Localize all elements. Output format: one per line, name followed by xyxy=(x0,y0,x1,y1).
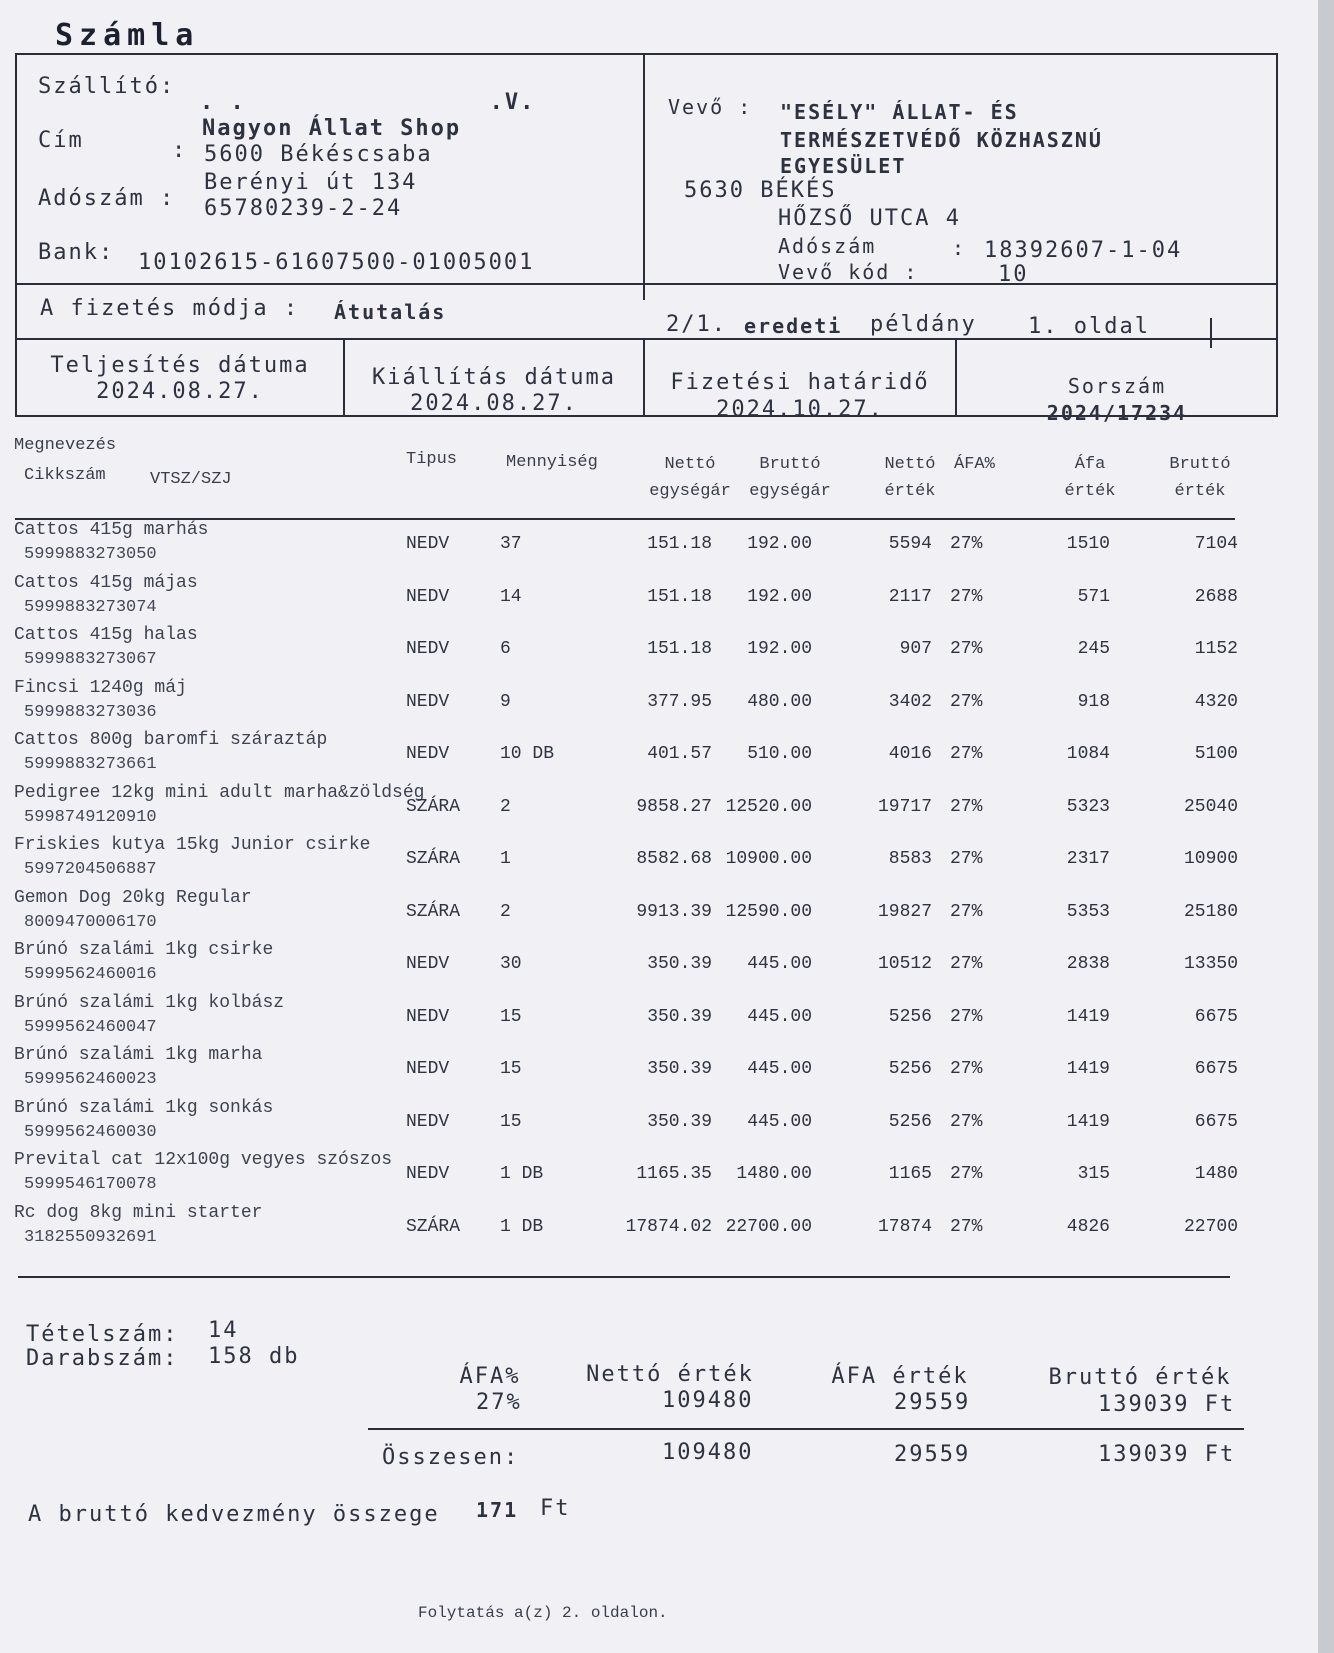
cell-code: 5999883273036 xyxy=(24,702,157,722)
cell-name: Rc dog 8kg mini starter xyxy=(14,1202,263,1223)
cell-name: Brúnó szalámi 1kg kolbász xyxy=(14,992,285,1013)
cell-gross-value: 10900 xyxy=(1183,849,1238,869)
cell-gross-unit: 12520.00 xyxy=(725,796,812,817)
cell-name: Brúnó szalámi 1kg marha xyxy=(14,1045,263,1065)
cell-net-unit: 9858.27 xyxy=(636,796,712,817)
supplier-bank-number: 10102615-61607500-01005001 xyxy=(138,250,535,275)
serial-number: 2024/17234 xyxy=(1046,401,1188,425)
cell-vat-value: 918 xyxy=(1077,691,1110,712)
cell-net-value: 1165 xyxy=(888,1164,932,1184)
issue-date-label: Kiállítás dátuma xyxy=(372,365,616,390)
total-label: Összesen: xyxy=(382,1445,520,1470)
date-divider-1 xyxy=(343,338,345,417)
cell-name: Cattos 415g marhás xyxy=(14,520,209,540)
cell-type: SZÁRA xyxy=(406,1216,461,1237)
copy-prefix: 2/1. xyxy=(666,312,727,337)
cell-vat-pct: 27% xyxy=(950,901,983,922)
cell-qty: 30 xyxy=(500,954,522,974)
cell-vat-pct: 27% xyxy=(950,849,983,869)
cell-type: NEDV xyxy=(406,744,450,764)
cell-qty: 15 xyxy=(500,1059,522,1079)
items-count: 14 xyxy=(208,1318,239,1343)
date-divider-2 xyxy=(643,338,645,417)
buyer-code-label: Vevő kód : xyxy=(778,260,919,284)
cell-vat-value: 1419 xyxy=(1066,1006,1110,1027)
vat-summary-pct: 27% xyxy=(476,1390,522,1415)
cell-code: 5997204506887 xyxy=(24,860,157,879)
cell-code: 5999883273067 xyxy=(24,650,157,669)
cell-net-value: 5256 xyxy=(888,1059,932,1079)
cell-gross-unit: 480.00 xyxy=(747,691,812,712)
buyer-label: Vevő : xyxy=(668,95,753,119)
items-count-label: Tételszám: xyxy=(26,1322,179,1347)
cell-type: NEDV xyxy=(406,1111,450,1132)
cell-gross-value: 6675 xyxy=(1194,1059,1238,1079)
buyer-code: 10 xyxy=(998,262,1029,287)
cell-vat-value: 245 xyxy=(1077,639,1110,659)
vat-summary-vat: 29559 xyxy=(894,1390,971,1415)
cell-code: 5999883273050 xyxy=(24,545,157,564)
supplier-tax-label: Adószám : xyxy=(38,186,176,211)
col-header-code: Cikkszám xyxy=(24,466,106,485)
cell-vat-value: 571 xyxy=(1077,586,1110,607)
col-header-vat-pct: ÁFA% xyxy=(954,455,995,474)
cell-vat-value: 1419 xyxy=(1066,1111,1110,1132)
pieces-count: 158 db xyxy=(208,1344,300,1369)
discount-text: A bruttó kedvezmény összege xyxy=(28,1502,440,1527)
cell-gross-value: 13350 xyxy=(1183,954,1238,974)
vat-summary-vat-label: ÁFA érték xyxy=(831,1364,969,1389)
cell-vat-pct: 27% xyxy=(950,796,983,817)
serial-label: Sorszám xyxy=(1067,374,1167,398)
cell-gross-unit: 510.00 xyxy=(747,744,812,764)
cell-name: Friskies kutya 15kg Junior csirke xyxy=(14,835,371,855)
cell-vat-value: 2838 xyxy=(1066,954,1110,974)
total-gross: 139039 Ft xyxy=(1098,1442,1236,1467)
issue-date: 2024.08.27. xyxy=(410,391,578,416)
cell-vat-pct: 27% xyxy=(950,1216,983,1237)
cell-net-value: 3402 xyxy=(888,691,932,712)
cell-gross-unit: 445.00 xyxy=(747,954,812,974)
cell-vat-pct: 27% xyxy=(950,1059,983,1079)
cell-qty: 1 DB xyxy=(500,1216,544,1237)
cell-code: 5999562460016 xyxy=(24,965,157,984)
table-bottom-rule xyxy=(18,1276,1230,1278)
cell-net-unit: 377.95 xyxy=(647,691,712,712)
cell-vat-pct: 27% xyxy=(950,534,983,554)
cell-net-value: 19827 xyxy=(877,901,932,922)
cell-vat-value: 1419 xyxy=(1066,1059,1110,1079)
cell-net-unit: 151.18 xyxy=(647,586,712,607)
vat-summary-net: 109480 xyxy=(662,1388,754,1413)
buyer-address-line2: HŐZSŐ UTCA 4 xyxy=(778,206,961,231)
page-marker xyxy=(1210,318,1212,348)
copy-suffix: példány xyxy=(870,312,977,337)
cell-code: 5999883273661 xyxy=(24,755,157,774)
cell-gross-value: 6675 xyxy=(1194,1111,1238,1132)
cell-vat-value: 4826 xyxy=(1066,1216,1110,1237)
payment-method: Átutalás xyxy=(334,300,447,324)
party-bottom-line xyxy=(15,283,1278,285)
col-header-gross-unit-2: egységár xyxy=(749,482,831,501)
cell-net-value: 19717 xyxy=(877,796,932,817)
col-header-type: Tipus xyxy=(406,450,458,469)
cell-type: NEDV xyxy=(406,691,450,712)
cell-code: 5998749120910 xyxy=(24,807,157,827)
cell-gross-value: 1480 xyxy=(1194,1164,1238,1184)
cell-gross-unit: 445.00 xyxy=(747,1111,812,1132)
cell-type: NEDV xyxy=(406,639,450,659)
cell-name: Cattos 800g baromfi száraztáp xyxy=(14,730,328,750)
cell-gross-unit: 445.00 xyxy=(747,1006,812,1027)
supplier-tax-number: 65780239-2-24 xyxy=(204,196,403,221)
cell-gross-value: 5100 xyxy=(1194,744,1238,764)
cell-vat-value: 315 xyxy=(1077,1164,1110,1184)
cell-gross-value: 7104 xyxy=(1194,534,1238,554)
copy-original: eredeti xyxy=(744,314,843,338)
cell-qty: 9 xyxy=(500,691,511,712)
col-header-net-unit-1: Nettó xyxy=(664,455,716,474)
supplier-address-label: Cím xyxy=(38,128,84,153)
continuation-note: Folytatás a(z) 2. oldalon. xyxy=(418,1604,668,1622)
cell-qty: 15 xyxy=(500,1006,522,1027)
cell-qty: 2 xyxy=(500,796,511,817)
cell-code: 8009470006170 xyxy=(24,912,157,932)
cell-qty: 1 DB xyxy=(500,1164,544,1184)
cell-qty: 10 DB xyxy=(500,744,555,764)
cell-type: NEDV xyxy=(406,1164,450,1184)
cell-gross-value: 25180 xyxy=(1183,901,1238,922)
discount-value: 171 xyxy=(476,1498,519,1522)
cell-net-value: 907 xyxy=(899,639,932,659)
total-vat: 29559 xyxy=(894,1442,971,1467)
cell-gross-value: 25040 xyxy=(1183,796,1238,817)
cell-vat-value: 1084 xyxy=(1066,744,1110,764)
party-divider xyxy=(643,53,645,300)
cell-gross-value: 2688 xyxy=(1194,586,1238,607)
col-header-gross-value-1: Bruttó xyxy=(1169,455,1231,474)
buyer-tax-number: 18392607-1-04 xyxy=(984,238,1183,263)
supplier-address-sep: : xyxy=(172,138,188,163)
discount-unit: Ft xyxy=(540,1496,571,1521)
cell-qty: 1 xyxy=(500,849,511,869)
cell-name: Gemon Dog 20kg Regular xyxy=(14,887,252,908)
cell-net-unit: 1165.35 xyxy=(636,1164,712,1184)
cell-net-unit: 350.39 xyxy=(647,1111,712,1132)
buyer-tax-sep: : xyxy=(952,236,967,260)
supplier-bank-label: Bank: xyxy=(38,240,115,265)
cell-net-unit: 350.39 xyxy=(647,954,712,974)
cell-code: 5999883273074 xyxy=(24,597,157,617)
col-header-gross-unit-1: Bruttó xyxy=(759,455,821,474)
cell-gross-unit: 192.00 xyxy=(747,534,812,554)
buyer-name-line3: EGYESÜLET xyxy=(780,154,907,178)
cell-net-unit: 17874.02 xyxy=(625,1216,712,1237)
cell-type: NEDV xyxy=(406,534,450,554)
cell-type: SZÁRA xyxy=(406,796,461,817)
cell-net-unit: 8582.68 xyxy=(636,849,712,869)
cell-net-value: 8583 xyxy=(888,849,932,869)
cell-gross-unit: 12590.00 xyxy=(725,901,812,922)
supplier-address-line1: 5600 Békéscsaba xyxy=(204,142,433,167)
cell-gross-value: 1152 xyxy=(1194,639,1238,659)
cell-net-value: 4016 xyxy=(888,744,932,764)
cell-vat-pct: 27% xyxy=(950,586,983,607)
summary-rule xyxy=(368,1428,1244,1430)
cell-gross-value: 22700 xyxy=(1183,1216,1238,1237)
col-header-gross-value-2: érték xyxy=(1174,482,1226,501)
cell-net-unit: 350.39 xyxy=(647,1006,712,1027)
buyer-address-line1: 5630 BÉKÉS xyxy=(684,178,837,203)
buyer-tax-label: Adószám xyxy=(778,234,877,258)
buyer-name-line1: "ESÉLY" ÁLLAT- ÉS xyxy=(780,100,1019,124)
vat-summary-gross: 139039 Ft xyxy=(1098,1392,1236,1417)
supplier-label: Szállító: xyxy=(38,74,176,99)
cell-vat-pct: 27% xyxy=(950,744,983,764)
cell-gross-unit: 1480.00 xyxy=(736,1164,812,1184)
cell-name: Cattos 415g halas xyxy=(14,625,198,645)
cell-type: NEDV xyxy=(406,1059,450,1079)
cell-vat-pct: 27% xyxy=(950,691,983,712)
document-title: Számla xyxy=(55,18,200,53)
cell-vat-value: 5353 xyxy=(1066,901,1110,922)
cell-net-unit: 151.18 xyxy=(647,639,712,659)
vat-summary-gross-label: Bruttó érték xyxy=(1048,1365,1232,1390)
cell-gross-value: 6675 xyxy=(1194,1006,1238,1027)
cell-net-value: 5594 xyxy=(888,534,932,554)
cell-net-unit: 350.39 xyxy=(647,1059,712,1079)
cell-vat-pct: 27% xyxy=(950,1164,983,1184)
due-date: 2024.10.27. xyxy=(716,397,884,422)
vat-summary-pct-label: ÁFA% xyxy=(459,1364,521,1389)
cell-type: NEDV xyxy=(406,586,450,607)
cell-name: Prevital cat 12x100g vegyes szószos xyxy=(14,1150,393,1170)
cell-code: 5999562460030 xyxy=(24,1122,157,1142)
cell-code: 5999562460023 xyxy=(24,1070,157,1089)
cell-type: SZÁRA xyxy=(406,901,461,922)
cell-name: Fincsi 1240g máj xyxy=(14,677,187,698)
cell-vat-value: 1510 xyxy=(1066,534,1110,554)
cell-code: 3182550932691 xyxy=(24,1227,157,1247)
cell-net-value: 2117 xyxy=(888,586,932,607)
cell-gross-unit: 10900.00 xyxy=(725,849,812,869)
cell-vat-value: 2317 xyxy=(1066,849,1110,869)
cell-type: NEDV xyxy=(406,1006,450,1027)
due-date-label: Fizetési határidő xyxy=(670,370,930,395)
col-header-net-value-1: Nettó xyxy=(884,455,936,474)
cell-qty: 15 xyxy=(500,1111,522,1132)
col-header-vtsz: VTSZ/SZJ xyxy=(150,470,232,489)
cell-code: 5999546170078 xyxy=(24,1175,157,1194)
cell-net-value: 5256 xyxy=(888,1006,932,1027)
cell-code: 5999562460047 xyxy=(24,1017,157,1037)
cell-qty: 2 xyxy=(500,901,511,922)
cell-vat-pct: 27% xyxy=(950,954,983,974)
cell-type: SZÁRA xyxy=(406,849,461,869)
vat-summary-net-label: Nettó érték xyxy=(586,1362,754,1387)
cell-net-value: 17874 xyxy=(877,1216,932,1237)
page-info: 1. oldal xyxy=(1028,314,1150,339)
cell-name: Pedigree 12kg mini adult marha&zöldség xyxy=(14,782,425,803)
cell-name: Brúnó szalámi 1kg sonkás xyxy=(14,1097,274,1118)
col-header-net-value-2: érték xyxy=(884,482,936,501)
cell-name: Cattos 415g májas xyxy=(14,572,198,593)
cell-gross-unit: 192.00 xyxy=(747,639,812,659)
cell-vat-pct: 27% xyxy=(950,1006,983,1027)
cell-net-unit: 401.57 xyxy=(647,744,712,764)
supplier-name-fragment: . . .V. xyxy=(200,90,536,115)
cell-vat-pct: 27% xyxy=(950,1111,983,1132)
supplier-name: Nagyon Állat Shop xyxy=(202,116,462,141)
cell-gross-unit: 445.00 xyxy=(747,1059,812,1079)
cell-vat-pct: 27% xyxy=(950,639,983,659)
payment-label: A fizetés módja : xyxy=(40,296,300,321)
date-divider-3 xyxy=(955,338,957,417)
cell-qty: 37 xyxy=(500,534,522,554)
col-header-vat-value-1: Áfa xyxy=(1074,455,1106,474)
col-header-net-unit-2: egységár xyxy=(649,482,731,501)
buyer-name-line2: TERMÉSZETVÉDŐ KÖZHASZNÚ xyxy=(780,128,1103,152)
cell-net-value: 10512 xyxy=(877,954,932,974)
col-header-qty: Mennyiség xyxy=(506,453,598,472)
supplier-address-line2: Berényi út 134 xyxy=(204,170,418,195)
pieces-count-label: Darabszám: xyxy=(26,1346,179,1371)
cell-qty: 6 xyxy=(500,639,511,659)
fulfillment-date: 2024.08.27. xyxy=(96,379,264,404)
cell-gross-unit: 22700.00 xyxy=(725,1216,812,1237)
cell-net-unit: 9913.39 xyxy=(636,901,712,922)
cell-gross-unit: 192.00 xyxy=(747,586,812,607)
cell-net-value: 5256 xyxy=(888,1111,932,1132)
cell-vat-value: 5323 xyxy=(1066,796,1110,817)
cell-gross-value: 4320 xyxy=(1194,691,1238,712)
col-header-name: Megnevezés xyxy=(14,436,117,455)
cell-net-unit: 151.18 xyxy=(647,534,712,554)
cell-name: Brúnó szalámi 1kg csirke xyxy=(14,940,274,960)
cell-qty: 14 xyxy=(500,586,522,607)
total-net: 109480 xyxy=(662,1440,754,1465)
cell-type: NEDV xyxy=(406,954,450,974)
fulfillment-date-label: Teljesítés dátuma xyxy=(50,353,310,378)
col-header-vat-value-2: érték xyxy=(1064,482,1116,501)
